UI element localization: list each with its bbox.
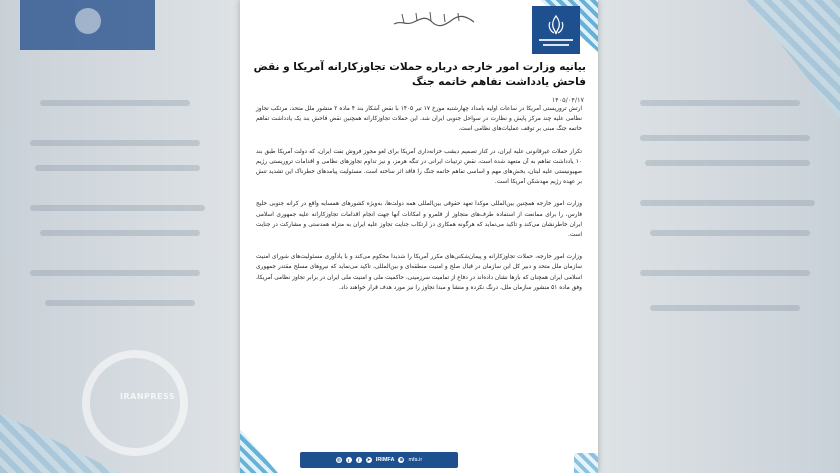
statement-title: بیانیه وزارت امور خارجه درباره حملات تجاوزکارانه آمریکا و نقض فاحش یادداشت تفاهم خاتمه جنگ	[253, 61, 586, 88]
statement-body	[256, 104, 582, 305]
watermark-text: IRANPRESS	[120, 392, 176, 401]
telegram-icon[interactable]: ➤	[366, 457, 371, 462]
statement-date: ۱۴۰۵/۰۴/۱۷	[551, 96, 584, 104]
tile-ornament	[240, 429, 278, 473]
website-link[interactable]: mfa.ir	[408, 457, 423, 463]
body-paragraph: وزارت امور خارجه، حملات تجاوزکارانه و پیمان‌شکنی‌های مکرر آمریکا را شدیدا محکوم می‌کند و با یادآوری مسئولیت‌های شورای امنیت سازمان ملل متحد و دبیر کل این سازمان در قبال صلح و امنیت منطقه‌ای و بین‌المللی، تاکید می‌نماید که نیروهای مسلح مقتدر جمهوری اسلامی ایران همچنان که بارها نشان داده‌اند در دفاع از تمامیت سرزمینی، حاکمیت ملی و امنیت ملی ایران در برابر تجاوز نظامی آمریکا، وفق ماده ۵۱ منشور سازمان ملل، درنگ نکرده و منشا و مبدا تجاوز را نیز مورد هدف قرار خواهند داد.	[256, 254, 582, 291]
body-paragraph: تکرار حملات غیرقانونی علیه ایران، در کنار تصمیم دیشب خزانه‌داری آمریکا برای لغو مجوز فروش نفت ایران، که دولت آمریکا طبق بند ۱۰ یادداشت تفاهم به آن متعهد شده است، نقض ترتیبات ایرانی در تنگه هرمز، و نیز تداوم تجاوزهای نظامی و اقدامات تروریستی رژیم صهیونیستی علیه لبنان، بخش‌های مهم و اساسی تفاهم خاتمه جنگ را فاقد اثر ساخته است. مسئولیت پیامدهای خطرناک این تشدید تنش بر عهده رژیم مهدشکن آمریکا است.	[256, 148, 582, 186]
instagram-icon[interactable]: ◎	[336, 457, 341, 462]
twitter-icon[interactable]: t	[346, 457, 352, 463]
facebook-icon[interactable]: f	[356, 457, 362, 463]
body-paragraph: ارتش تروریستی آمریکا در ساعات اولیه بامداد چهارشنبه مورخ ۱۷ تیر ۱۴۰۵ با نقض آشکار بند ۴ ماده ۲ منشور ملل متحد، مرتکب تجاوز نظامی علیه چند مرکز پایش و نظارت در سواحل جنوبی ایران شد. این حملات تجاوزکارانه همچنین نقض فاحش بند یک یادداشت تفاهم خاتمه جنگ مبنی بر توقف عملیات‌های نظامی است.	[256, 106, 583, 133]
bismillah-calligraphy	[392, 8, 476, 30]
watermark-logo	[82, 350, 188, 456]
social-handle[interactable]: IRIMFA	[375, 457, 395, 463]
statement-document	[240, 0, 598, 473]
tile-ornament	[574, 453, 598, 473]
globe-icon: ⊕	[399, 457, 404, 462]
ministry-emblem-icon	[532, 6, 580, 54]
social-footer	[300, 452, 458, 468]
body-paragraph: وزارت امور خارجه همچنین بین‌المللی موکدا تعهد حقوقی بین‌المللی همه دولت‌ها، به‌ویژه کشورهای همسایه واقع در کرانه جنوبی خلیج فارس، را برای ممانعت از استفاده طرف‌های متجاوز از قلمرو و امکانات آنها جهت انجام اقدامات تجاوزکارانه علیه جمهوری اسلامی ایران خاطرنشان می‌کند و تاکید می‌نماید که هرگونه همکاری در ارتکاب جنایت تجاوز علیه ایران به منزله همدستی و مشارکت در جنایت است.	[256, 201, 582, 239]
